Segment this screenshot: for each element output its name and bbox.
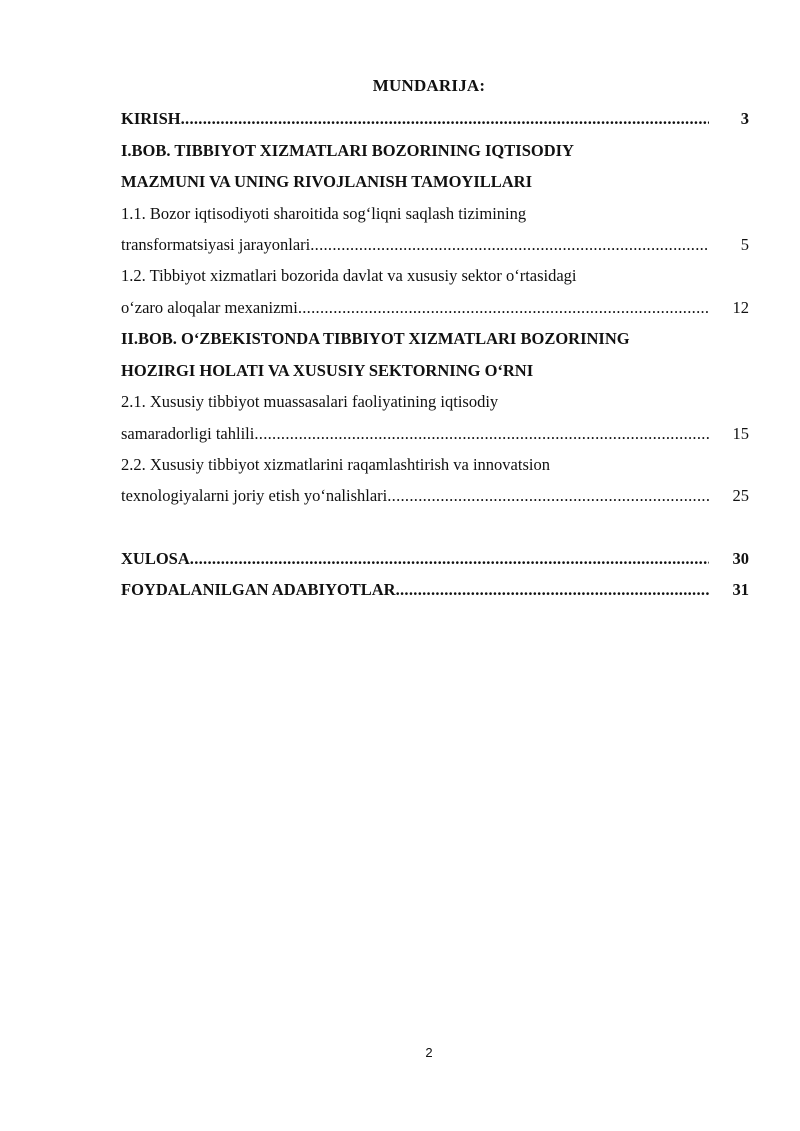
toc-entry-label: KIRISH — [121, 109, 181, 128]
toc-leader-dots — [396, 579, 709, 601]
toc-section-1-2-line1[interactable]: 1.2. Tibbiyot xizmatlari bozorida davlat va xususiy sektor o‘rtasidagi — [121, 266, 577, 285]
toc-leader-dots — [254, 423, 709, 445]
toc-page-number: 3 — [740, 109, 749, 128]
toc-chapter1-line1[interactable]: I.BOB. TIBBIYOT XIZMATLARI BOZORINING IQTISODIY — [121, 141, 574, 160]
toc-leader-dots — [387, 485, 709, 507]
toc-chapter2-line1[interactable]: II.BOB. O‘ZBEKISTONDA TIBBIYOT XIZMATLARI BOZORINING — [121, 329, 630, 348]
toc-leader-dots — [310, 234, 709, 256]
toc-page-number: 5 — [740, 235, 749, 254]
toc-page-number: 31 — [732, 580, 749, 599]
toc-section-2-1-line1[interactable]: 2.1. Xususiy tibbiyot muassasalari faoliyatining iqtisodiy — [121, 392, 499, 411]
toc-chapter2-line2[interactable]: HOZIRGI HOLATI VA XUSUSIY SEKTORNING O‘RNI — [121, 361, 534, 380]
toc-entry-label: FOYDALANILGAN ADABIYOTLAR — [121, 580, 396, 599]
toc-section-1-2[interactable] — [121, 297, 749, 319]
toc-entry-kirish[interactable] — [121, 108, 749, 130]
toc-leader-dots — [190, 548, 709, 570]
toc-chapter1-line2[interactable]: MAZMUNI VA UNING RIVOJLANISH TAMOYILLARI — [121, 172, 533, 191]
toc-page-number: 12 — [732, 298, 749, 317]
toc-entry-label: XULOSA — [121, 549, 190, 568]
toc-entry-label: texnologiyalarni joriy etish yo‘nalishlari — [121, 486, 388, 505]
page-number: 2 — [425, 1045, 433, 1060]
toc-title: MUNDARIJA: — [372, 76, 486, 95]
toc-section-2-1[interactable] — [121, 423, 749, 445]
toc-entry-label: transformatsiyasi jarayonlari — [121, 235, 311, 254]
toc-leader-dots — [298, 297, 709, 319]
toc-page-number: 30 — [732, 549, 749, 568]
toc-page-number: 15 — [732, 424, 749, 443]
toc-entry-xulosa[interactable] — [121, 548, 749, 570]
toc-leader-dots — [181, 108, 709, 130]
toc-page-number: 25 — [732, 486, 749, 505]
toc-section-1-1-line1[interactable]: 1.1. Bozor iqtisodiyoti sharoitida sog‘liqni saqlash tizimining — [121, 204, 527, 223]
toc-entry-label: samaradorligi tahlili — [121, 424, 255, 443]
toc-entry-adabiyotlar[interactable] — [121, 579, 749, 601]
toc-section-1-1[interactable] — [121, 234, 749, 256]
toc-entry-label: o‘zaro aloqalar mexanizmi — [121, 298, 298, 317]
toc-section-2-2[interactable] — [121, 485, 749, 507]
toc-section-2-2-line1[interactable]: 2.2. Xususiy tibbiyot xizmatlarini raqamlashtirish va innovatsion — [121, 455, 550, 474]
